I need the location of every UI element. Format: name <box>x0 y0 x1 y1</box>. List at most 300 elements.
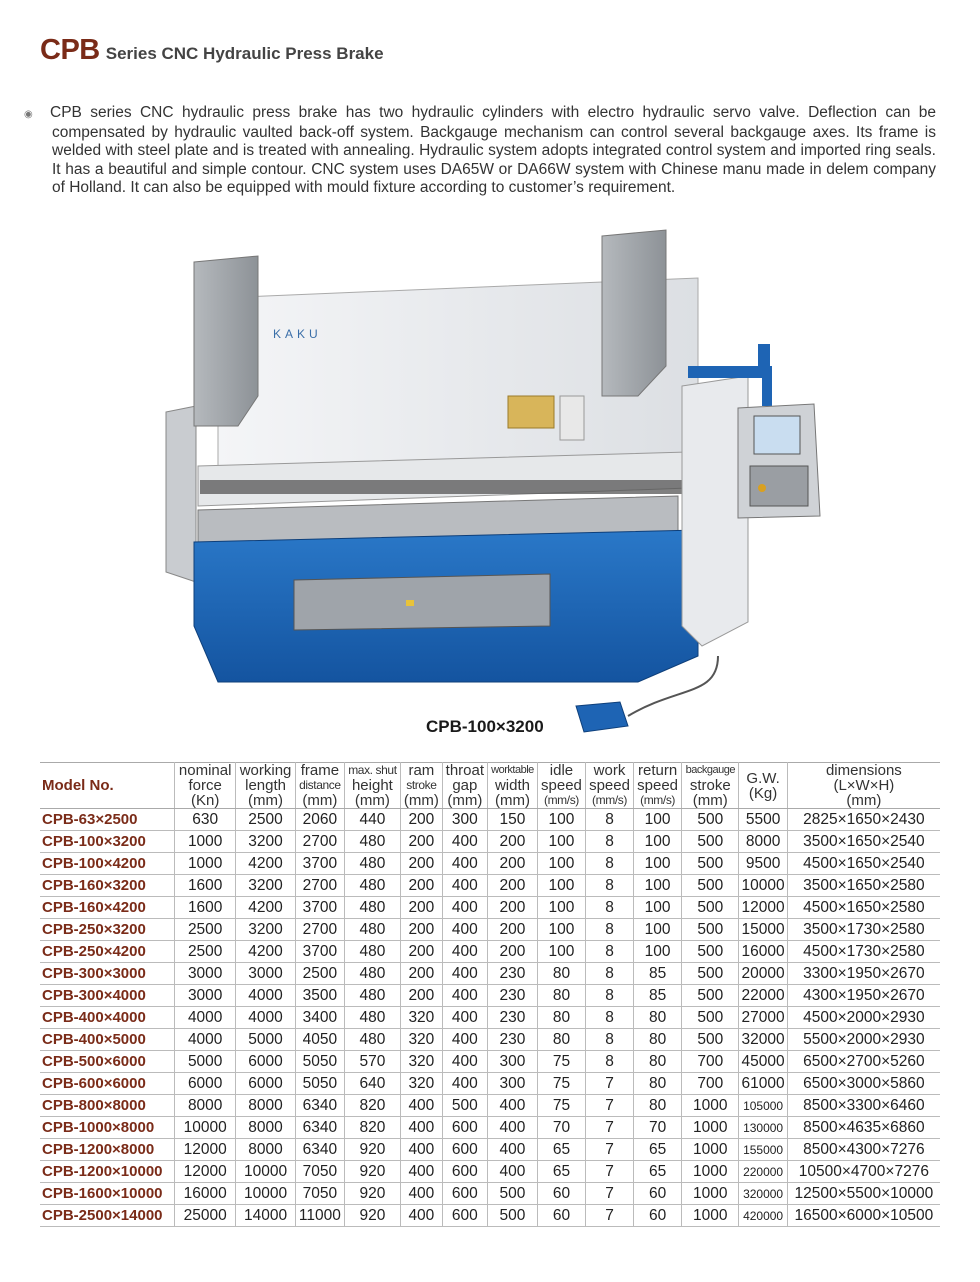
table-cell: 400 <box>442 831 487 853</box>
table-cell: 4000 <box>236 985 296 1007</box>
table-cell: 230 <box>488 985 538 1007</box>
table-cell: 14000 <box>236 1205 296 1227</box>
table-cell: 80 <box>537 1007 585 1029</box>
header-line: (mm) <box>494 792 530 809</box>
table-cell: 9500 <box>739 853 787 875</box>
table-cell: 400 <box>442 985 487 1007</box>
table-cell: 8 <box>585 831 633 853</box>
table-cell: 100 <box>634 831 682 853</box>
table-cell: 80 <box>634 1007 682 1029</box>
table-cell: 8000 <box>236 1139 296 1161</box>
table-cell: 480 <box>344 875 400 897</box>
table-cell: 1000 <box>682 1183 739 1205</box>
table-cell: 700 <box>682 1051 739 1073</box>
table-cell: 3500×1650×2580 <box>787 875 940 897</box>
bullet-icon: ◉ <box>24 109 33 120</box>
table-cell: 3200 <box>236 831 296 853</box>
table-cell: 630 <box>175 809 236 831</box>
table-cell: 600 <box>442 1117 487 1139</box>
table-row <box>40 1007 940 1029</box>
table-cell: 7 <box>585 1205 633 1227</box>
header-line: Model No. <box>42 777 114 794</box>
table-cell: 8000 <box>175 1095 236 1117</box>
table-cell: 5000 <box>175 1051 236 1073</box>
table-cell: 400 <box>401 1161 443 1183</box>
table-cell: 80 <box>537 1029 585 1051</box>
table-cell: 10500×4700×7276 <box>787 1161 940 1183</box>
table-cell: 4200 <box>236 941 296 963</box>
header-line: work <box>593 762 626 779</box>
table-row <box>40 1073 940 1095</box>
table-row <box>40 919 940 941</box>
table-cell: 480 <box>344 919 400 941</box>
table-cell: 4000 <box>175 1007 236 1029</box>
table-cell: 45000 <box>739 1051 787 1073</box>
table-row <box>40 1051 940 1073</box>
model-cell: CPB-160×3200 <box>40 875 175 897</box>
table-header-cell <box>401 763 443 809</box>
table-cell: 2700 <box>296 875 345 897</box>
table-cell: 3700 <box>296 941 345 963</box>
header-line: (mm) <box>846 792 882 809</box>
table-cell: 1000 <box>682 1205 739 1227</box>
model-cell: CPB-250×4200 <box>40 941 175 963</box>
table-cell: 700 <box>682 1073 739 1095</box>
table-cell: 4500×1730×2580 <box>787 941 940 963</box>
table-cell: 400 <box>401 1205 443 1227</box>
table-cell: 8 <box>585 963 633 985</box>
table-cell: 5050 <box>296 1073 345 1095</box>
header-line: stroke <box>689 777 731 794</box>
table-cell: 155000 <box>739 1139 787 1161</box>
table-cell: 600 <box>442 1205 487 1227</box>
table-row <box>40 1161 940 1183</box>
table-cell: 400 <box>488 1095 538 1117</box>
table-cell: 4200 <box>236 897 296 919</box>
table-cell: 2500 <box>175 919 236 941</box>
table-cell: 500 <box>682 919 739 941</box>
table-cell: 500 <box>682 1029 739 1051</box>
model-cell: CPB-600×6000 <box>40 1073 175 1095</box>
table-cell: 61000 <box>739 1073 787 1095</box>
table-cell: 6340 <box>296 1139 345 1161</box>
description-text: CPB series CNC hydraulic press brake has two hydraulic cylinders with electro hydraulic servo valve. Deflection can be compensated by hydraulic vaulted back-off system. Backgauge mechanism can control several backgauge axes. Its frame is welded with steel plate and is treated with annealing. Hydraulic system adopts integrated control system and imported ring seals. It has a beautiful and simple contour. CNC system uses DA65W or DA66W system with Chinese manu made in delem company of Holland. It can also be equipped with mould fixture according to customer’s requirement. <box>50 104 936 196</box>
table-cell: 100 <box>537 897 585 919</box>
table-cell: 6340 <box>296 1117 345 1139</box>
table-cell: 6000 <box>236 1073 296 1095</box>
table-cell: 60 <box>537 1205 585 1227</box>
table-cell: 100 <box>537 831 585 853</box>
table-cell: 500 <box>488 1205 538 1227</box>
table-cell: 600 <box>442 1183 487 1205</box>
table-cell: 500 <box>682 985 739 1007</box>
table-header-cell <box>175 763 236 809</box>
table-cell: 65 <box>537 1139 585 1161</box>
table-cell: 500 <box>682 1007 739 1029</box>
table-cell: 400 <box>442 1007 487 1029</box>
model-cell: CPB-800×8000 <box>40 1095 175 1117</box>
table-cell: 400 <box>442 853 487 875</box>
model-cell: CPB-63×2500 <box>40 809 175 831</box>
table-cell: 10000 <box>236 1161 296 1183</box>
table-cell: 3700 <box>296 853 345 875</box>
table-cell: 8 <box>585 853 633 875</box>
table-cell: 22000 <box>739 985 787 1007</box>
model-cell: CPB-300×3000 <box>40 963 175 985</box>
table-cell: 220000 <box>739 1161 787 1183</box>
table-cell: 2500 <box>236 809 296 831</box>
table-cell: 12000 <box>739 897 787 919</box>
header-line: idle <box>549 762 574 779</box>
table-cell: 100 <box>634 919 682 941</box>
table-cell: 85 <box>634 963 682 985</box>
table-cell: 4000 <box>236 1007 296 1029</box>
table-cell: 100 <box>537 853 585 875</box>
header-line: distance <box>299 778 341 792</box>
table-cell: 320 <box>401 1029 443 1051</box>
table-row <box>40 1117 940 1139</box>
table-cell: 100 <box>634 941 682 963</box>
table-cell: 8 <box>585 897 633 919</box>
table-cell: 80 <box>634 1029 682 1051</box>
table-cell: 8 <box>585 809 633 831</box>
table-cell: 920 <box>344 1139 400 1161</box>
table-cell: 100 <box>634 853 682 875</box>
table-cell: 6000 <box>175 1073 236 1095</box>
table-cell: 400 <box>442 919 487 941</box>
table-cell: 25000 <box>175 1205 236 1227</box>
table-cell: 16000 <box>175 1183 236 1205</box>
table-cell: 1000 <box>682 1161 739 1183</box>
table-cell: 570 <box>344 1051 400 1073</box>
header-line: (Kg) <box>748 784 778 802</box>
table-cell: 11000 <box>296 1205 345 1227</box>
table-header-cell <box>634 763 682 809</box>
table-cell: 480 <box>344 897 400 919</box>
header-line: ram <box>408 762 435 779</box>
table-cell: 7 <box>585 1117 633 1139</box>
table-cell: 80 <box>634 1073 682 1095</box>
model-cell: CPB-400×4000 <box>40 1007 175 1029</box>
header-model-no <box>40 763 175 809</box>
table-cell: 200 <box>401 809 443 831</box>
table-cell: 5500×2000×2930 <box>787 1029 940 1051</box>
model-cell: CPB-1000×8000 <box>40 1117 175 1139</box>
table-cell: 5000 <box>236 1029 296 1051</box>
table-cell: 230 <box>488 1029 538 1051</box>
table-cell: 200 <box>401 963 443 985</box>
table-cell: 2700 <box>296 831 345 853</box>
table-cell: 400 <box>488 1117 538 1139</box>
table-cell: 200 <box>401 919 443 941</box>
table-header-row <box>40 763 940 809</box>
header-line: force <box>188 777 222 794</box>
table-cell: 500 <box>682 897 739 919</box>
table-cell: 320 <box>401 1007 443 1029</box>
table-cell: 920 <box>344 1183 400 1205</box>
table-row <box>40 875 940 897</box>
header-line: frame <box>300 762 340 779</box>
table-cell: 100 <box>634 897 682 919</box>
table-header-cell <box>739 763 787 809</box>
table-cell: 400 <box>488 1161 538 1183</box>
table-cell: 7050 <box>296 1183 345 1205</box>
table-cell: 7050 <box>296 1161 345 1183</box>
table-cell: 5500 <box>739 809 787 831</box>
table-cell: 500 <box>442 1095 487 1117</box>
model-cell: CPB-1600×10000 <box>40 1183 175 1205</box>
table-cell: 400 <box>401 1139 443 1161</box>
table-cell: 60 <box>634 1183 682 1205</box>
table-cell: 480 <box>344 963 400 985</box>
header-line: stroke <box>406 778 437 792</box>
table-cell: 200 <box>488 875 538 897</box>
header-line: (mm/s) <box>592 793 627 807</box>
table-cell: 480 <box>344 831 400 853</box>
table-cell: 1600 <box>175 875 236 897</box>
model-cell: CPB-250×3200 <box>40 919 175 941</box>
table-cell: 200 <box>401 831 443 853</box>
table-header-cell <box>296 763 345 809</box>
table-cell: 3700 <box>296 897 345 919</box>
table-cell: 400 <box>442 1051 487 1073</box>
table-cell: 3000 <box>175 985 236 1007</box>
header-line: speed <box>541 777 582 794</box>
table-cell: 7 <box>585 1095 633 1117</box>
table-cell: 500 <box>682 941 739 963</box>
table-cell: 4050 <box>296 1029 345 1051</box>
table-cell: 500 <box>488 1183 538 1205</box>
table-header-cell <box>344 763 400 809</box>
table-cell: 20000 <box>739 963 787 985</box>
model-cell: CPB-1200×8000 <box>40 1139 175 1161</box>
table-cell: 500 <box>682 853 739 875</box>
table-cell: 100 <box>537 941 585 963</box>
spec-table <box>40 762 940 1227</box>
table-row <box>40 831 940 853</box>
table-cell: 32000 <box>739 1029 787 1051</box>
table-cell: 200 <box>488 941 538 963</box>
header-line: backgauge <box>685 764 735 776</box>
table-cell: 200 <box>401 941 443 963</box>
header-line: max. shut <box>348 763 397 777</box>
table-cell: 80 <box>634 1051 682 1073</box>
table-cell: 16500×6000×10500 <box>787 1205 940 1227</box>
header-line: working <box>239 762 292 779</box>
table-cell: 1000 <box>682 1117 739 1139</box>
table-cell: 65 <box>634 1161 682 1183</box>
table-cell: 640 <box>344 1073 400 1095</box>
table-cell: 12000 <box>175 1139 236 1161</box>
table-cell: 1600 <box>175 897 236 919</box>
table-header-cell <box>537 763 585 809</box>
header-line: (mm) <box>248 792 284 809</box>
table-cell: 7 <box>585 1139 633 1161</box>
table-cell: 8500×4300×7276 <box>787 1139 940 1161</box>
table-cell: 400 <box>401 1095 443 1117</box>
table-cell: 70 <box>634 1117 682 1139</box>
table-cell: 100 <box>634 875 682 897</box>
table-row <box>40 941 940 963</box>
table-cell: 2825×1650×2430 <box>787 809 940 831</box>
table-row <box>40 1205 940 1227</box>
table-cell: 230 <box>488 963 538 985</box>
table-header-cell <box>236 763 296 809</box>
table-cell: 65 <box>634 1139 682 1161</box>
table-cell: 10000 <box>236 1183 296 1205</box>
table-cell: 3000 <box>175 963 236 985</box>
table-cell: 600 <box>442 1161 487 1183</box>
table-cell: 1000 <box>682 1095 739 1117</box>
table-cell: 400 <box>401 1183 443 1205</box>
table-cell: 65 <box>537 1161 585 1183</box>
table-row <box>40 1095 940 1117</box>
table-header-cell <box>787 763 940 809</box>
table-cell: 1000 <box>175 853 236 875</box>
table-cell: 3300×1950×2670 <box>787 963 940 985</box>
table-cell: 500 <box>682 809 739 831</box>
table-cell: 8 <box>585 919 633 941</box>
table-cell: 12000 <box>175 1161 236 1183</box>
table-cell: 3500×1650×2540 <box>787 831 940 853</box>
table-cell: 8000 <box>236 1095 296 1117</box>
header-line: length <box>245 777 286 794</box>
table-cell: 2060 <box>296 809 345 831</box>
header-line: speed <box>637 777 679 794</box>
model-cell: CPB-1200×10000 <box>40 1161 175 1183</box>
table-cell: 10000 <box>739 875 787 897</box>
table-cell: 75 <box>537 1051 585 1073</box>
table-cell: 480 <box>344 1029 400 1051</box>
table-cell: 500 <box>682 831 739 853</box>
table-cell: 130000 <box>739 1117 787 1139</box>
table-row <box>40 1139 940 1161</box>
header-line: throat <box>445 762 485 779</box>
table-cell: 7 <box>585 1161 633 1183</box>
header-line: (Kn) <box>191 792 220 809</box>
table-cell: 80 <box>634 1095 682 1117</box>
table-cell: 320000 <box>739 1183 787 1205</box>
table-cell: 480 <box>344 853 400 875</box>
table-cell: 8 <box>585 985 633 1007</box>
model-cell: CPB-160×4200 <box>40 897 175 919</box>
table-cell: 1000 <box>175 831 236 853</box>
header-line: (mm) <box>354 792 390 809</box>
table-cell: 3400 <box>296 1007 345 1029</box>
table-cell: 400 <box>442 897 487 919</box>
header-line: (mm) <box>447 792 483 809</box>
table-cell: 400 <box>488 1139 538 1161</box>
model-cell: CPB-100×3200 <box>40 831 175 853</box>
header-line: (mm) <box>403 792 439 809</box>
table-cell: 8500×3300×6460 <box>787 1095 940 1117</box>
table-cell: 4200 <box>236 853 296 875</box>
table-cell: 480 <box>344 985 400 1007</box>
table-cell: 8000 <box>739 831 787 853</box>
press-brake-image <box>158 226 838 746</box>
description-block <box>24 104 936 197</box>
model-cell: CPB-400×5000 <box>40 1029 175 1051</box>
table-cell: 3500 <box>296 985 345 1007</box>
table-cell: 420000 <box>739 1205 787 1227</box>
table-cell: 400 <box>442 941 487 963</box>
table-cell: 480 <box>344 941 400 963</box>
table-row <box>40 1183 940 1205</box>
header-line: (mm) <box>302 792 338 809</box>
table-cell: 3000 <box>236 963 296 985</box>
table-cell: 400 <box>401 1117 443 1139</box>
table-cell: 100 <box>537 809 585 831</box>
table-cell: 3200 <box>236 875 296 897</box>
table-cell: 80 <box>537 963 585 985</box>
table-cell: 70 <box>537 1117 585 1139</box>
table-cell: 500 <box>682 875 739 897</box>
table-cell: 200 <box>488 919 538 941</box>
table-cell: 60 <box>634 1205 682 1227</box>
table-cell: 1000 <box>682 1139 739 1161</box>
table-cell: 400 <box>442 875 487 897</box>
table-cell: 480 <box>344 1007 400 1029</box>
table-cell: 8 <box>585 1007 633 1029</box>
table-cell: 105000 <box>739 1095 787 1117</box>
table-cell: 320 <box>401 1073 443 1095</box>
table-cell: 8 <box>585 1051 633 1073</box>
model-cell: CPB-100×4200 <box>40 853 175 875</box>
machine-brand-label: KAKU <box>273 327 322 341</box>
table-cell: 4500×2000×2930 <box>787 1007 940 1029</box>
table-row <box>40 985 940 1007</box>
table-cell: 3200 <box>236 919 296 941</box>
table-row <box>40 809 940 831</box>
table-cell: 6500×2700×5260 <box>787 1051 940 1073</box>
table-cell: 300 <box>488 1073 538 1095</box>
table-row <box>40 963 940 985</box>
header-line: (mm/s) <box>543 793 579 807</box>
table-cell: 200 <box>401 985 443 1007</box>
table-cell: 75 <box>537 1073 585 1095</box>
table-header-cell <box>488 763 538 809</box>
table-cell: 100 <box>537 875 585 897</box>
header-line: (mm) <box>692 792 728 809</box>
table-cell: 400 <box>442 1029 487 1051</box>
header-line: worktable <box>491 764 534 776</box>
header-line: width <box>494 777 530 794</box>
page-title <box>40 34 384 67</box>
table-cell: 75 <box>537 1095 585 1117</box>
table-cell: 2500 <box>296 963 345 985</box>
header-line: (mm/s) <box>640 793 676 807</box>
table-header-cell <box>682 763 739 809</box>
table-cell: 100 <box>537 919 585 941</box>
table-cell: 27000 <box>739 1007 787 1029</box>
header-line: dimensions <box>825 762 902 779</box>
table-cell: 6340 <box>296 1095 345 1117</box>
table-cell: 820 <box>344 1095 400 1117</box>
table-row <box>40 1029 940 1051</box>
table-cell: 6500×3000×5860 <box>787 1073 940 1095</box>
table-cell: 200 <box>401 897 443 919</box>
table-cell: 7 <box>585 1073 633 1095</box>
header-line: G.W. <box>746 769 780 787</box>
table-row <box>40 897 940 919</box>
table-cell: 320 <box>401 1051 443 1073</box>
table-cell: 15000 <box>739 919 787 941</box>
table-cell: 7 <box>585 1183 633 1205</box>
table-cell: 4300×1950×2670 <box>787 985 940 1007</box>
series-subtitle: Series CNC Hydraulic Press Brake <box>105 44 384 63</box>
table-cell: 100 <box>634 809 682 831</box>
table-cell: 8 <box>585 1029 633 1051</box>
